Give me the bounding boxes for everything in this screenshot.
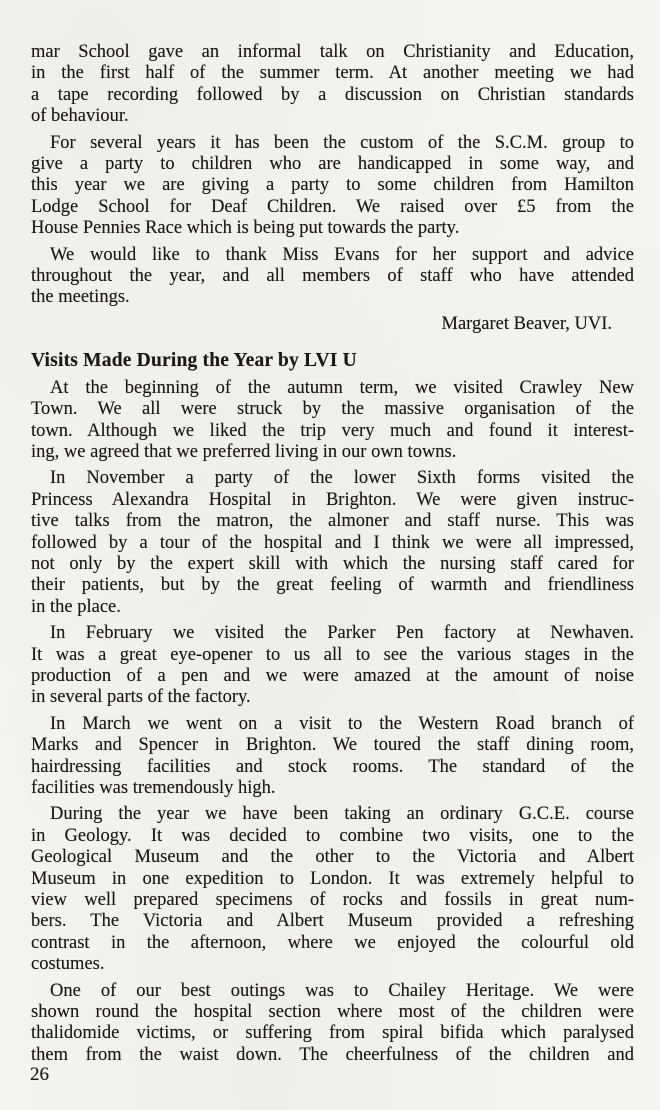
text-line: contrast in the afternoon, where we enjoyed the colourful old xyxy=(31,932,634,953)
text-line: ing, we agreed that we preferred living in our own towns. xyxy=(31,441,457,462)
text-line: Town. We all were struck by the massive organisation of the xyxy=(31,399,634,420)
text-line: of behaviour. xyxy=(31,106,129,127)
text-line: not only by the expert skill with which the nursing staff cared for xyxy=(31,553,634,574)
text-line: production of a pen and we were amazed at the amount of noise xyxy=(31,665,634,686)
paragraph xyxy=(31,981,634,1067)
text-line: Museum in one expedition to London. It was extremely helpful to xyxy=(31,868,634,889)
paragraph xyxy=(31,133,634,240)
text-line: Princess Alexandra Hospital in Brighton. We were given instruc- xyxy=(31,489,634,510)
text-line: in several parts of the factory. xyxy=(31,687,251,708)
paragraph xyxy=(31,42,634,128)
text-line: One of our best outings was to Chailey Heritage. We were xyxy=(50,980,634,1001)
text-line: Geological Museum and the other to the Victoria and Albert xyxy=(31,847,634,868)
text-line: House Pennies Race which is being put towards the party. xyxy=(31,218,460,239)
text-line: bers. The Victoria and Albert Museum provided a refreshing xyxy=(31,911,634,932)
paragraph xyxy=(31,714,634,800)
paragraph xyxy=(31,804,634,975)
text-line: in the place. xyxy=(31,596,121,617)
text-line: We would like to thank Miss Evans for her support and advice xyxy=(50,244,634,265)
section-heading: Visits Made During the Year by LVI U xyxy=(31,350,357,372)
text-line: a tape recording followed by a discussion on Christian standards xyxy=(31,84,634,105)
text-line: At the beginning of the autumn term, we visited Crawley New xyxy=(50,377,634,398)
text-line: give a party to children who are handicapped in some way, and xyxy=(31,154,634,175)
page-number: 26 xyxy=(30,1064,49,1085)
text-line: throughout the year, and all members of staff who have attended xyxy=(31,266,634,287)
text-line: followed by a tour of the hospital and I think we were all impressed, xyxy=(31,532,634,553)
text-line: in Geology. It was decided to combine two visits, one to the xyxy=(31,825,634,846)
text-line: tive talks from the matron, the almoner and staff nurse. This was xyxy=(31,511,634,532)
paragraph xyxy=(31,623,634,709)
text-line: Marks and Spencer in Brighton. We toured the staff dining room, xyxy=(31,735,634,756)
text-line: In February we visited the Parker Pen factory at Newhaven. xyxy=(50,623,634,644)
text-line: town. Although we liked the trip very much and found it interest- xyxy=(31,420,634,441)
text-line: the meetings. xyxy=(31,287,130,308)
text-line: mar School gave an informal talk on Christianity and Education, xyxy=(31,42,634,62)
text-line: During the year we have been taking an ordinary G.C.E. course xyxy=(50,804,634,825)
text-line: In November a party of the lower Sixth forms visited the xyxy=(50,468,634,489)
text-line: Lodge School for Deaf Children. We raised over £5 from the xyxy=(31,196,634,217)
text-line: hairdressing facilities and stock rooms. The standard of the xyxy=(31,756,634,777)
text-line: their patients, but by the great feeling of warmth and friendliness xyxy=(31,575,634,596)
paragraph xyxy=(31,468,634,618)
signature-line: Margaret Beaver, UVI. xyxy=(441,313,612,334)
page-text xyxy=(31,42,634,1071)
text-line: in the first half of the summer term. At another meeting we had xyxy=(31,63,634,84)
text-line: thalidomide victims, or suffering from spiral bifida which paralysed xyxy=(31,1023,634,1044)
text-line: view well prepared specimens of rocks and fossils in great num- xyxy=(31,890,634,911)
text-line: shown round the hospital section where most of the children were xyxy=(31,1002,634,1023)
paragraph xyxy=(31,378,634,464)
text-line: In March we went on a visit to the Western Road branch of xyxy=(50,713,634,734)
text-line: this year we are giving a party to some children from Hamilton xyxy=(31,175,634,196)
text-line: For several years it has been the custom of the S.C.M. group to xyxy=(50,132,634,153)
text-line: facilities was tremendously high. xyxy=(31,778,276,798)
text-line: them from the waist down. The cheerfulness of the children and xyxy=(31,1044,634,1065)
paragraph xyxy=(31,245,634,309)
text-line: It was a great eye-opener to us all to see the various stages in the xyxy=(31,644,634,665)
text-line: costumes. xyxy=(31,954,105,975)
